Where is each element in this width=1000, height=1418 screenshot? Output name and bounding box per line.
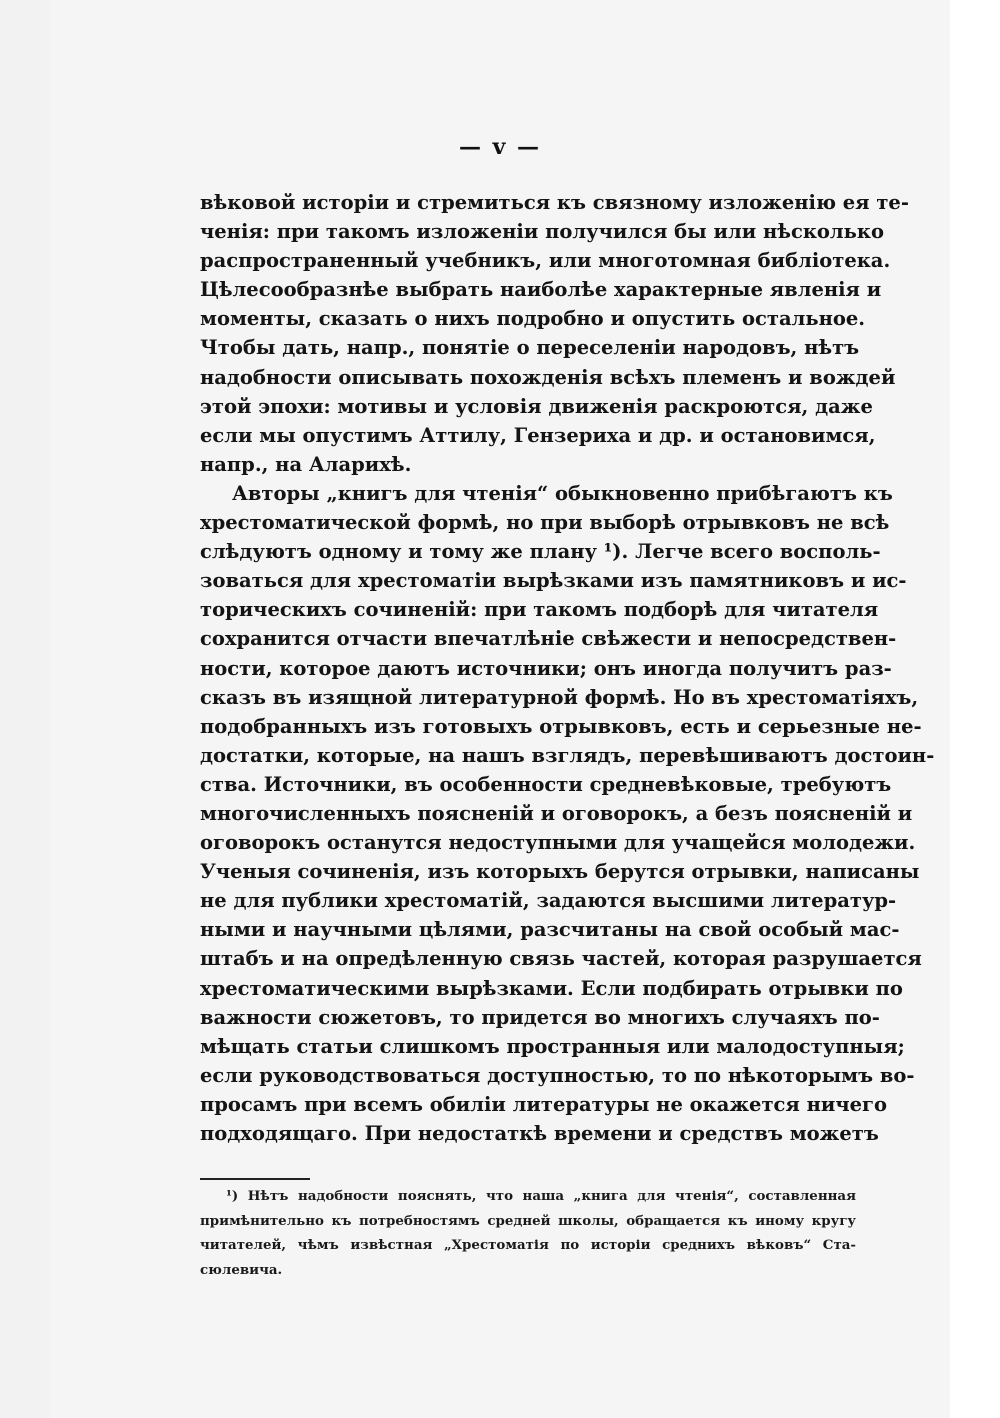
footnote — [200, 1184, 856, 1282]
page-number: — v — — [458, 134, 542, 160]
text-line: оговорокъ останутся недоступными для учащейся молодежи. — [200, 831, 916, 855]
text-line: ства. Источники, въ особенности средневѣковые, требуютъ — [200, 772, 892, 796]
text-line: мѣщать статьи слишкомъ пространныя или малодоступныя; — [200, 1034, 905, 1058]
text-line: сказъ въ изящной литературной формѣ. Но въ хрестоматіяхъ, — [200, 685, 919, 709]
text-line: зоваться для хрестоматіи вырѣзками изъ памятниковъ и ис- — [200, 569, 907, 593]
text-line: сохранится отчасти впечатлѣніе свѣжести и непосредствен- — [200, 627, 897, 651]
text-line: если руководствоваться доступностью, то по нѣкоторымъ во- — [200, 1063, 915, 1087]
text-line: подходящаго. При недостаткѣ времени и средствъ можетъ — [200, 1122, 879, 1145]
text-line: надобности описывать похожденія всѣхъ племенъ и вождей — [200, 365, 896, 389]
text-line: достатки, которые, на нашъ взглядъ, перевѣшиваютъ достоин- — [200, 743, 935, 767]
text-line: если мы опустимъ Аттилу, Гензериха и др. и остановимся, — [200, 423, 876, 447]
text-line: штабъ и на опредѣленную связь частей, которая разрушается — [200, 947, 922, 971]
footnote-line: ¹) Нѣтъ надобности пояснять, что наша „книга для чтенія“, составленная — [226, 1188, 856, 1204]
text-line: Ученыя сочиненія, изъ которыхъ берутся отрывки, написаны — [200, 860, 920, 884]
main-text — [200, 188, 935, 1148]
text-line: моменты, сказать о нихъ подробно и опустить остальное. — [200, 307, 866, 331]
text-line: торическихъ сочиненій: при такомъ подборѣ для читателя — [200, 598, 879, 622]
scan-margin-left — [0, 0, 50, 1418]
text-line: напр., на Аларихѣ. — [200, 452, 412, 476]
footnote-line: сюлевича. — [200, 1261, 283, 1278]
text-line: важности сюжетовъ, то придется во многихъ случаяхъ по- — [200, 1005, 880, 1029]
footnote-divider — [200, 1178, 310, 1180]
footnote-line: читателей, чѣмъ извѣстная „Хрестоматія по исторіи среднихъ вѣковъ“ Ста- — [200, 1237, 856, 1253]
text-line: Чтобы дать, напр., понятіе о переселеніи народовъ, нѣтъ — [200, 336, 860, 360]
text-line: распространенный учебникъ, или многотомная библіотека. — [200, 249, 891, 273]
text-line: не для публики хрестоматій, задаются высшими литератур- — [200, 889, 897, 913]
text-line: вѣковой исторіи и стремиться къ связному изложенію ея те- — [200, 191, 909, 214]
text-line: Авторы „книгъ для чтенія“ обыкновенно прибѣгаютъ къ — [232, 481, 893, 505]
text-line: ченія: при такомъ изложеніи получился бы или нѣсколько — [200, 220, 884, 244]
footnote-line: примѣнительно къ потребностямъ средней школы, обращается къ иному кругу — [200, 1212, 856, 1229]
text-line: ности, которое даютъ источники; онъ иногда получитъ раз- — [200, 656, 892, 680]
scan-margin-right — [950, 0, 1000, 1418]
text-line: просамъ при всемъ обиліи литературы не окажется ничего — [200, 1092, 887, 1116]
text-line: Цѣлесообразнѣе выбрать наиболѣе характерные явленія и — [200, 278, 882, 302]
text-line: слѣдуютъ одному и тому же плану ¹). Легче всего восполь- — [200, 540, 881, 564]
text-line: этой эпохи: мотивы и условія движенія раскроются, даже — [200, 394, 873, 418]
text-line: подобранныхъ изъ готовыхъ отрывковъ, есть и серьезные не- — [200, 714, 922, 738]
text-line: хрестоматическими вырѣзками. Если подбирать отрывки по — [200, 976, 903, 1000]
text-line: хрестоматической формѣ, но при выборѣ отрывковъ не всѣ — [200, 511, 890, 535]
text-line: многочисленныхъ поясненій и оговорокъ, а безъ поясненій и — [200, 801, 913, 825]
text-line: ными и научными цѣлями, разсчитаны на свой особый мас- — [200, 918, 900, 942]
